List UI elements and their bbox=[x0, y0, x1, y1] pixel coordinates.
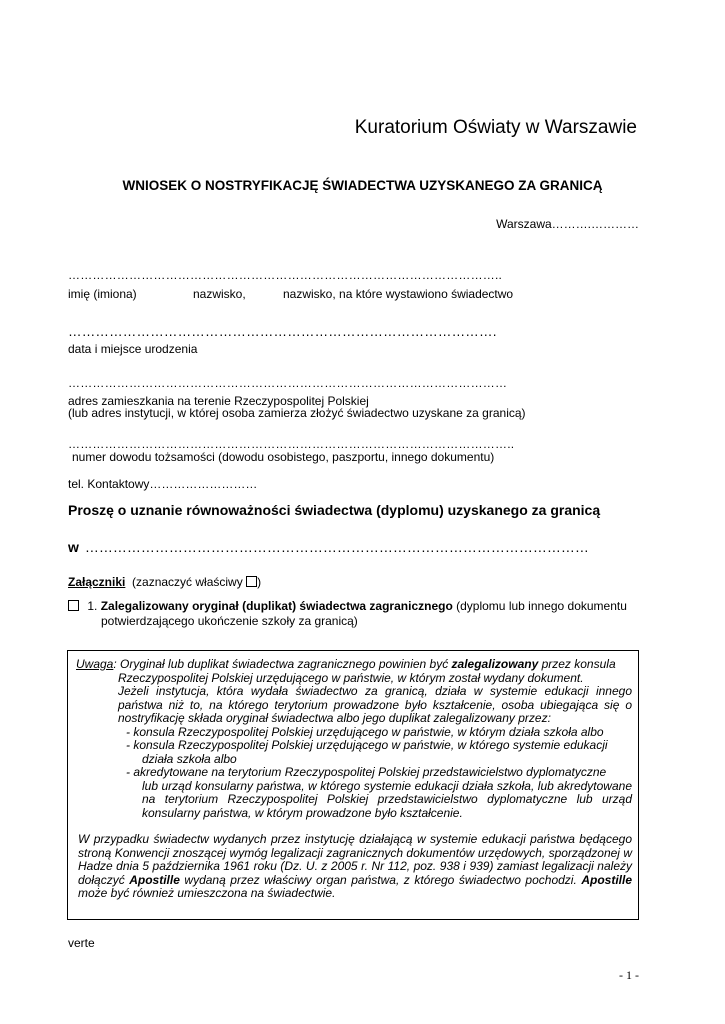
date-place-field[interactable]: Warszawa……….………… bbox=[496, 217, 639, 231]
attachments-label: Załączniki bbox=[68, 575, 126, 589]
id-field-dots[interactable]: ……………………………………………………………………………………………….. bbox=[68, 437, 515, 451]
address-label-line-1: adres zamieszkania na terenie Rzeczypospolitej Polskiej bbox=[68, 394, 369, 408]
note-paragraph-institution: Jeżeli instytucja, która wydała świadectwo za granicą, działa w systemie edukacji innego państwa niż to, na którego terytorium prowadzone było kształcenie, osoba ubiegająca się o nostryfikację składa oryginał świadectwa albo jego duplikat zalegalizowany przez: bbox=[118, 684, 632, 725]
attachments-hint-close: ) bbox=[257, 575, 262, 589]
note-bullet-2: - konsula Rzeczypospolitej Polskiej urzędującego w państwie, w którego systemie edukacji bbox=[126, 738, 608, 752]
address-label-line-2: (lub adres instytucji, w której osoba zamierza złożyć świadectwo uzyskane za granicą) bbox=[68, 406, 526, 420]
attachment-1-checkbox[interactable] bbox=[68, 600, 79, 611]
page-number: - 1 - bbox=[619, 968, 639, 982]
attachment-1-desc: (dyplomu lub innego dokumentu bbox=[456, 599, 627, 613]
note-paragraph-apostille bbox=[76, 833, 632, 901]
address-field-dots[interactable]: ……………………………………………………………………………………………… bbox=[68, 376, 508, 390]
country-dots[interactable]: ……………………………………………………………………………………………… bbox=[84, 539, 589, 555]
note-bullet-3: - akredytowane na terytorium Rzeczypospolitej Polskiej przedstawicielstwo dyplomatyczne bbox=[126, 765, 607, 779]
birth-label: data i miejsce urodzenia bbox=[68, 342, 198, 356]
attachment-1-number: 1. bbox=[87, 599, 98, 613]
note-text-a: : Oryginał lub duplikat świadectwa zagranicznego powinien być bbox=[113, 657, 452, 671]
verte-label: verte bbox=[68, 936, 95, 950]
note-label: Uwaga bbox=[76, 657, 114, 671]
attachments-heading bbox=[68, 575, 261, 589]
attachment-1-title: Zalegalizowany oryginał (duplikat) świadectwa zagranicznego bbox=[100, 599, 453, 613]
note-p2-apostille-2: Apostille bbox=[581, 872, 632, 887]
attachment-item-1 bbox=[68, 599, 648, 629]
note-p2-e: może być również umieszczona na świadectwie. bbox=[78, 886, 336, 900]
phone-field[interactable]: tel. Kontaktowy……………………… bbox=[68, 477, 258, 491]
attachment-1-desc-cont: potwierdzającego ukończenie szkoły za granicą) bbox=[101, 614, 358, 628]
note-text-bold: zalegalizowany bbox=[451, 657, 539, 671]
country-prefix: w bbox=[68, 539, 79, 555]
birth-field-dots[interactable]: …………………………………………………………………………………. bbox=[68, 324, 497, 339]
note-text-c: przez konsula bbox=[538, 657, 616, 671]
address-label bbox=[68, 395, 526, 419]
id-label: numer dowodu tożsamości (dowodu osobistego, paszportu, innego dokumentu) bbox=[72, 450, 495, 464]
institution-name: Kuratorium Oświaty w Warszawie bbox=[354, 117, 637, 138]
note-bullet-3-cont: lub urząd konsularny państwa, w którego systemie edukacji działa szkoła, lub akredytowane na terytorium Rzeczypospolitej Polskiej przedstawicielstwo dyplomatyczne lub urząd konsularny państwa, w którym prowadzone było kształcenie. bbox=[142, 778, 632, 820]
certificate-surname-label: nazwisko, na które wystawiono świadectwo bbox=[283, 287, 514, 301]
note-p2-a: W przypadku świadectw wydanych przez instytucję działającą w systemie edukacji państwa będącego stroną Konwencji znoszącej wymóg legalizacji zagranicznych dokumentów urzędowych, sporządzonej w Hadze dnia 5 października 1961 roku (Dz. U. z 2005 r. Nr 112, poz. 938 i 939) zamiast legalizacji należy dołączyć bbox=[78, 832, 632, 887]
note-bullet-2-cont: działa szkoła albo bbox=[142, 751, 237, 766]
note-line-2: Rzeczypospolitej Polskiej urzędującego w państwie, w którym został wydany dokument. bbox=[118, 670, 584, 685]
document-title: WNIOSEK O NOSTRYFIKACJĘ ŚWIADECTWA UZYSKANEGO ZA GRANICĄ bbox=[122, 178, 603, 193]
country-field[interactable] bbox=[68, 539, 589, 555]
name-field-dots[interactable]: …………………………………………………………………………………………….. bbox=[68, 268, 503, 282]
note-p2-apostille-1: Apostille bbox=[129, 872, 180, 887]
attachments-hint: (zaznaczyć właściwy bbox=[132, 575, 243, 589]
note-p2-c: wydaną przez właściwy organ państwa, z którego świadectwo pochodzi. bbox=[179, 872, 582, 887]
request-statement: Proszę o uznanie równoważności świadectwa (dyplomu) uzyskanego za granicą bbox=[68, 502, 601, 518]
checkbox-icon bbox=[246, 576, 257, 587]
surname-label: nazwisko, bbox=[193, 287, 246, 301]
note-bullet-1: - konsula Rzeczypospolitej Polskiej urzędującego w państwie, w którym działa szkoła albo bbox=[126, 724, 604, 739]
note-box bbox=[67, 650, 639, 920]
first-name-label: imię (imiona) bbox=[68, 287, 137, 301]
note-first-line bbox=[76, 658, 632, 672]
